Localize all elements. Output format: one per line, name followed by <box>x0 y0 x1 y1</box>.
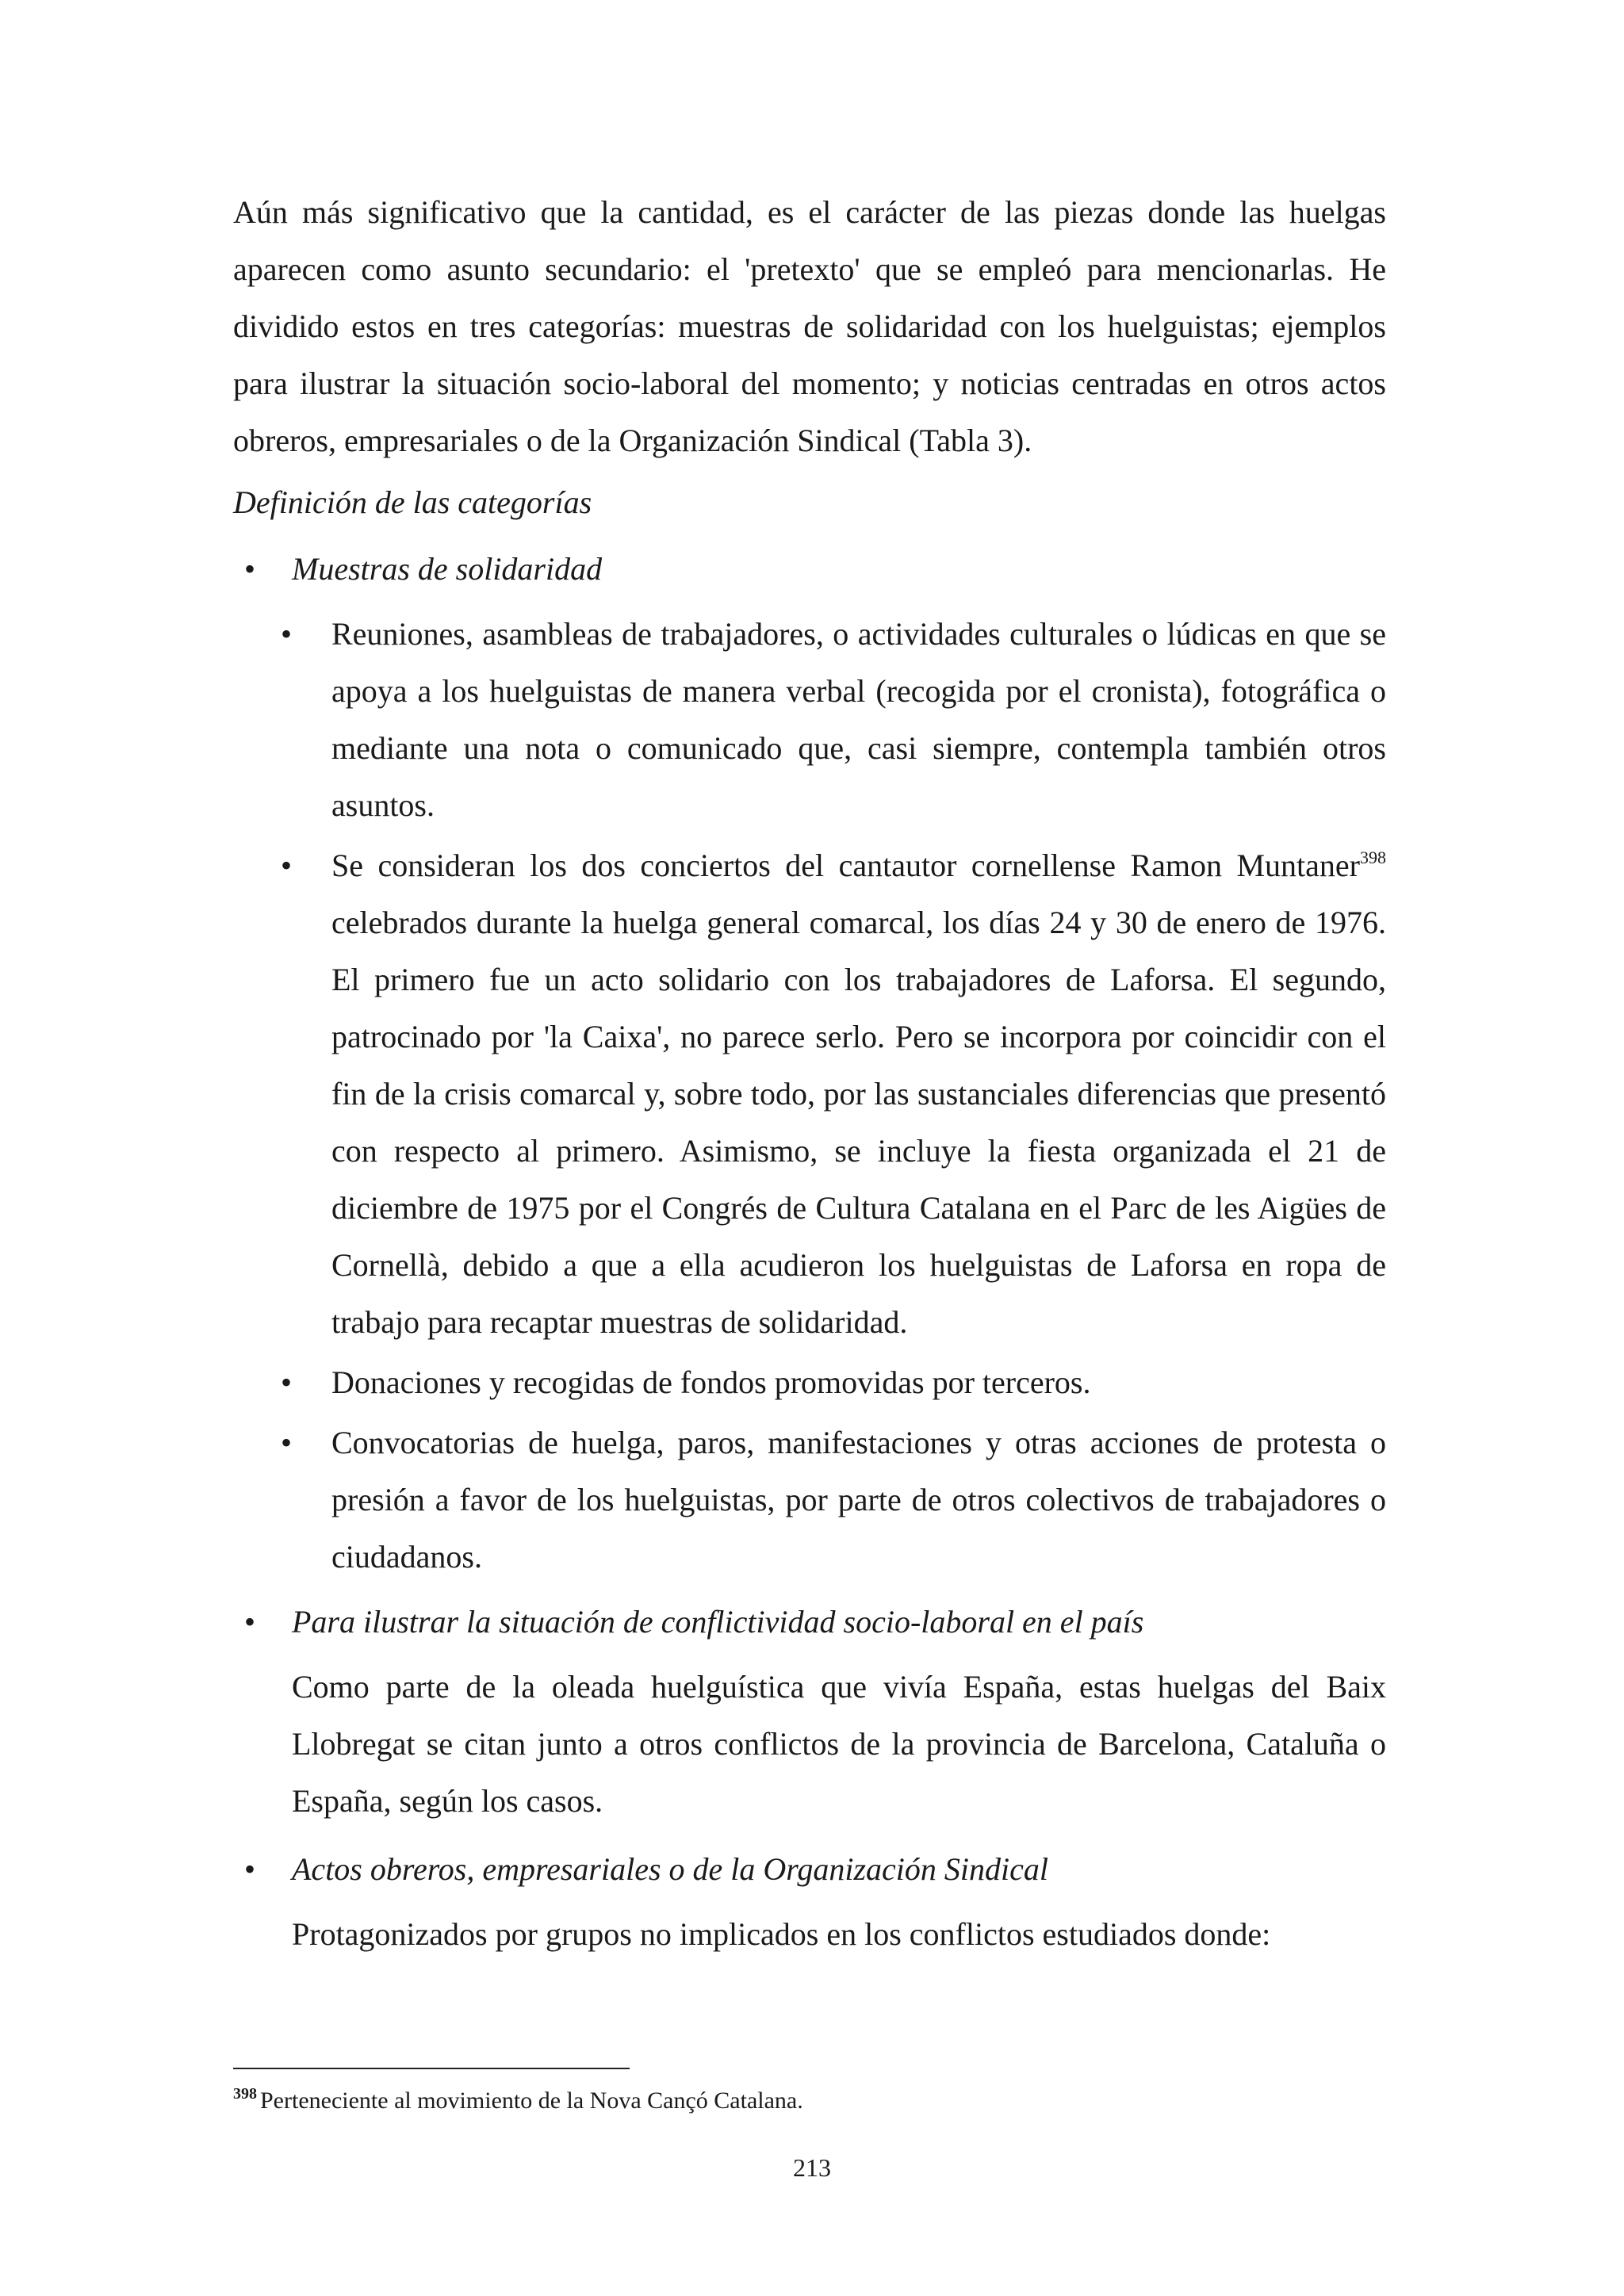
body-text <box>233 184 1386 1974</box>
bullet-icon: • <box>281 616 293 652</box>
list-item-text: Donaciones y recogidas de fondos promovidas por terceros. <box>331 1364 1091 1400</box>
bullet-icon: • <box>244 1851 256 1887</box>
category-title: Actos obreros, empresariales o de la Organización Sindical <box>292 1851 1048 1887</box>
footnote-text: Perteneciente al movimiento de la Nova Cançó Catalana. <box>260 2087 803 2114</box>
bullet-icon: • <box>281 1425 293 1460</box>
category-solidaridad <box>233 541 1386 598</box>
category-situacion <box>233 1594 1386 1651</box>
footnote <box>233 2085 1386 2119</box>
category-actos <box>233 1841 1386 1898</box>
section-heading: Definición de las categorías <box>233 484 592 520</box>
list-item-text-continued: celebrados durante la huelga general comarcal, los días 24 y 30 de enero de 1976. El primero fue un acto solidario con los trabajadores de Laforsa. El segundo, patrocinado por 'la Caixa', no parece serlo. Pero se incorpora por coincidir con el fin de la crisis comarcal y, sobre todo, por las sustanciales diferencias que presentó con respecto al primero. Asimismo, se incluye la fiesta organizada el 21 de diciembre de 1975 por el Congrés de Cultura Catalana en el Parc de les Aigües de Cornellà, debido a que a ella acudieron los huelguistas de Laforsa en ropa de trabajo para recaptar muestras de solidaridad. <box>331 905 1386 1340</box>
list-item-text: Se consideran los dos conciertos del cantautor cornellense Ramon Muntaner <box>331 848 1360 883</box>
page-number: 213 <box>793 2153 831 2182</box>
list-item-text: Reuniones, asambleas de trabajadores, o actividades culturales o lúdicas en que se apoya a los huelguistas de manera verbal (recogida por el cronista), fotográfica o mediante una nota o comunicado que, casi siempre, contempla también otros asuntos. <box>331 616 1386 823</box>
footnote-divider <box>233 2068 630 2069</box>
list-item-text: Convocatorias de huelga, paros, manifestaciones y otras acciones de protesta o presión a favor de los huelguistas, por parte de otros colectivos de trabajadores o ciudadanos. <box>331 1425 1386 1575</box>
list-item <box>233 606 1386 834</box>
footnote-mark: 398 <box>233 2085 257 2103</box>
category-title: Muestras de solidaridad <box>292 551 603 587</box>
bullet-icon: • <box>281 848 293 883</box>
bullet-icon: • <box>281 1364 293 1400</box>
intro-paragraph: Aún más significativo que la cantidad, es el carácter de las piezas donde las huelgas aparecen como asunto secundario: el 'pretexto' que se empleó para mencionarlas. He dividido estos en tres categorías: muestras de solidaridad con los huelguistas; ejemplos para ilustrar la situación socio-laboral del momento; y noticias centradas en otros actos obreros, empresariales o de la Organización Sindical (Tabla 3). <box>233 194 1386 458</box>
bullet-icon: • <box>244 1604 256 1640</box>
footnote-reference[interactable]: 398 <box>1360 847 1386 867</box>
category-description: Como parte de la oleada huelguística que vivía España, estas huelgas del Baix Llobregat se citan junto a otros conflictos de la provincia de Barcelona, Cataluña o España, según los casos. <box>292 1669 1386 1819</box>
list-item <box>233 1414 1386 1586</box>
bullet-icon: • <box>244 551 256 587</box>
list-item <box>233 837 1386 1351</box>
list-item <box>233 1354 1386 1411</box>
category-title: Para ilustrar la situación de conflictividad socio-laboral en el país <box>292 1604 1144 1640</box>
category-description: Protagonizados por grupos no implicados en los conflictos estudiados donde: <box>292 1916 1271 1952</box>
